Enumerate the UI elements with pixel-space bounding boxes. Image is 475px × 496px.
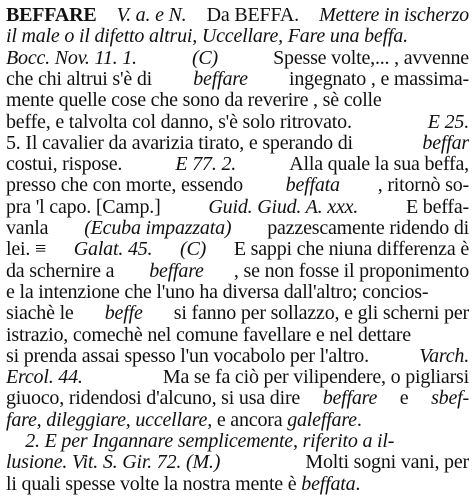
text-segment: E 77. 2. <box>175 153 237 176</box>
headword: BEFFARE <box>6 4 97 26</box>
text-line <box>6 324 469 347</box>
text-segment: Molti sogni vani, per <box>305 451 469 474</box>
text-segment: V. a. e N. <box>116 4 187 26</box>
text-line <box>6 451 469 474</box>
text-segment: E 25. <box>427 110 469 133</box>
text-line <box>6 345 469 368</box>
text-line <box>6 132 469 155</box>
text-segment: da schernire a <box>6 259 120 282</box>
text-line <box>6 238 469 261</box>
text-segment: mente quelle cose che sono da reverire , sè colle <box>6 89 382 112</box>
text-segment: beffare <box>193 67 248 90</box>
text-segment: (Ecuba impazzata) <box>84 217 232 239</box>
text-line <box>6 281 469 304</box>
text-line <box>6 387 469 410</box>
text-segment: Da BEFFA. <box>206 4 299 26</box>
text-segment: fare, dileggiare, uccellare, <box>6 408 213 431</box>
text-line <box>6 366 469 389</box>
text-segment: pazzescamente ridendo di <box>267 217 469 239</box>
text-segment: ingegnato , e massima- <box>284 67 469 90</box>
text-segment: costui, rispose. <box>6 153 123 176</box>
text-line <box>6 302 469 325</box>
text-segment: . <box>356 408 362 431</box>
text-segment: si prenda assai spesso l'un vocabolo per l'altro. <box>6 344 369 367</box>
text-segment: presso che con morte, essendo <box>6 174 248 197</box>
text-segment: Ercol. 44. <box>6 366 83 389</box>
text-segment: istrazio, comechè nel comune favellare e nel dettare <box>6 323 411 346</box>
text-segment: beffare <box>322 387 378 410</box>
text-segment: beffe, e talvolta col danno, s'è solo ritrovato. <box>6 110 352 133</box>
text-segment: e la intenzione che l'uno ha diversa dall'altro; concios- <box>6 280 429 303</box>
text-segment: sbef- <box>431 387 469 410</box>
text-line <box>6 4 469 27</box>
text-segment: lei. ≡ <box>6 238 47 261</box>
text-segment: Bocc. Nov. 11. 1. <box>6 46 137 69</box>
text-segment: beffata <box>301 472 356 495</box>
text-line <box>6 260 469 283</box>
text-segment: che chi altrui s'è di <box>6 67 157 90</box>
text-segment: il male o il difetto altrui, Uccellare, Fare una beffa. <box>6 25 408 48</box>
text-segment: Alla quale la sua beffa, <box>289 153 469 176</box>
text-segment: . <box>355 472 361 495</box>
text-segment: (C) <box>191 46 218 69</box>
text-segment: (C) <box>180 238 207 261</box>
text-segment: Ma se fa ciò per vilipendere, o pigliarsi <box>162 366 469 389</box>
text-line <box>6 217 469 240</box>
text-segment: beffe <box>104 302 143 325</box>
text-line <box>6 89 469 112</box>
text-segment: vanla <box>6 217 49 239</box>
text-line <box>6 473 469 496</box>
text-line <box>6 196 469 219</box>
text-line <box>6 68 469 91</box>
text-line <box>6 174 469 197</box>
text-segment: E sappi che niuna differenza è <box>233 238 469 261</box>
text-segment: e ancora <box>212 408 288 431</box>
text-line <box>6 153 469 176</box>
text-segment: Mettere in ischerzo <box>319 4 469 26</box>
text-segment: lusione. Vit. S. Gir. 72. (M.) <box>6 451 221 474</box>
text-line <box>6 25 469 48</box>
text-segment: 2. E per Ingannare semplicemente, riferito a il- <box>6 430 395 452</box>
text-segment: giuoco, ridendosi d'alcuno, si usa dire <box>6 387 305 410</box>
text-segment: galeffare <box>287 408 357 431</box>
text-line <box>6 409 469 432</box>
text-segment: Galat. 45. <box>73 238 153 261</box>
text-segment: li quali spesse volte la nostra mente è <box>6 472 302 495</box>
text-segment: , se non fosse il proponimento <box>233 259 469 282</box>
text-segment: Spesse volte,... , avvenne <box>273 46 469 69</box>
text-segment: siachè le <box>6 302 79 325</box>
text-segment: beffata <box>285 174 340 197</box>
text-segment: Guid. Giud. A. xxx. <box>208 195 359 218</box>
text-segment: beffar <box>422 131 469 154</box>
text-segment: pra 'l capo. [Camp.] <box>6 195 161 218</box>
text-segment: Varch. <box>419 344 469 367</box>
text-segment: E beffa- <box>405 195 469 218</box>
text-segment: e <box>395 387 414 410</box>
text-line <box>6 111 469 134</box>
text-segment: beffare <box>149 259 204 282</box>
text-segment: si fanno per sollazzo, e gli scherni per <box>168 302 469 325</box>
text-segment: , ritornò so- <box>377 174 469 197</box>
text-line <box>6 47 469 70</box>
text-segment: 5. Il cavalier da avarizia tirato, e sperando di <box>6 131 358 154</box>
text-line <box>6 430 469 453</box>
